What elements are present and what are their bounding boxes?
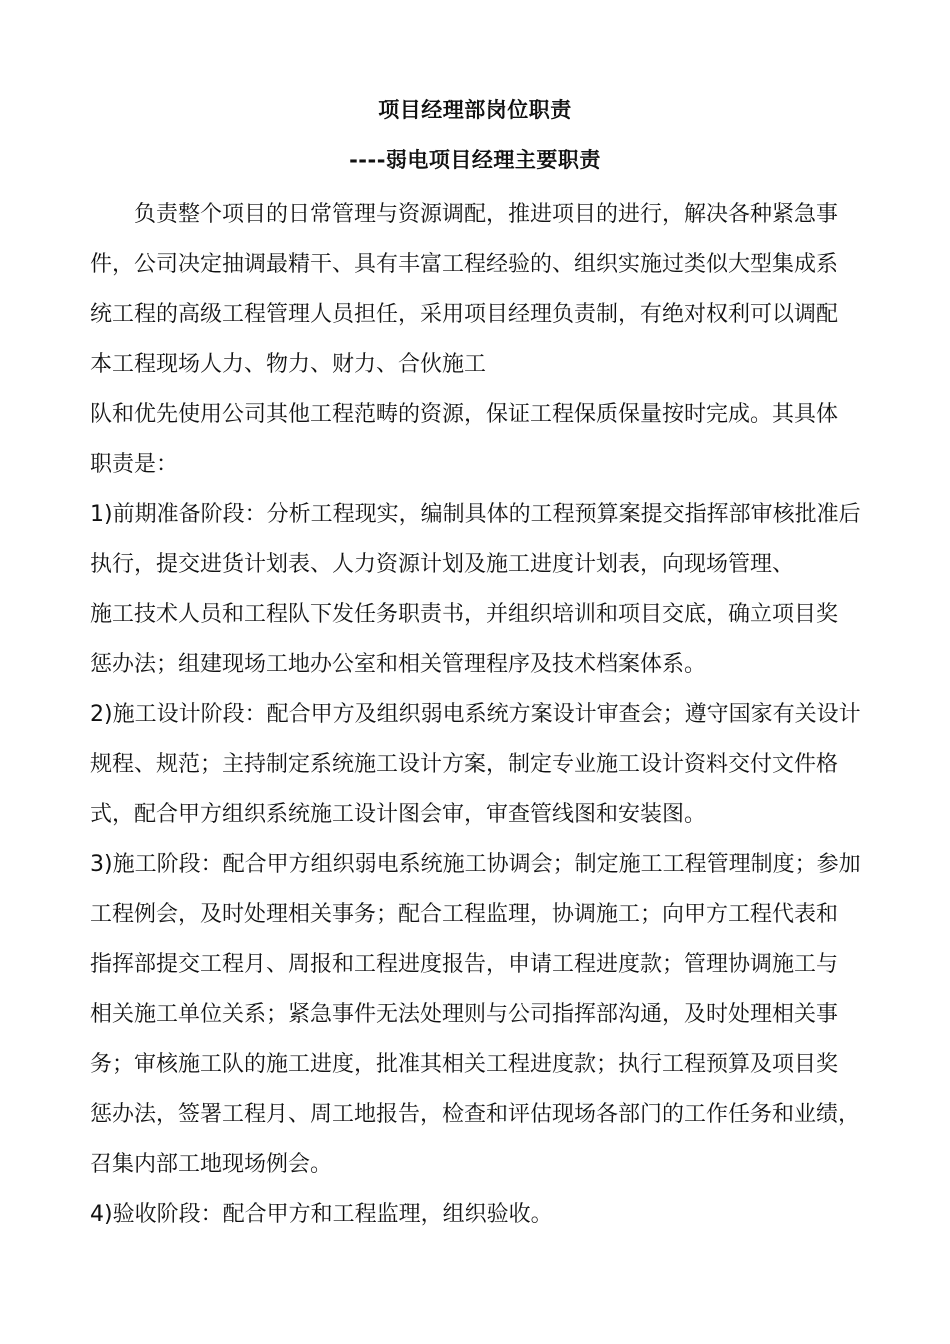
stage3-line: 召集内部工地现场例会。: [90, 1152, 333, 1177]
stage2-line: 2)施工设计阶段：配合甲方及组织弱电系统方案设计审查会；遵守国家有关设计: [90, 702, 861, 727]
stage2-paragraph: [90, 690, 862, 840]
intro-line: 队和优先使用公司其他工程范畴的资源，保证工程保质保量按时完成。其具体: [90, 402, 839, 427]
stage2-line: 规程、规范；主持制定系统施工设计方案，制定专业施工设计资料交付文件格: [90, 752, 839, 777]
stage3-line: 指挥部提交工程月、周报和工程进度报告，申请工程进度款；管理协调施工与: [90, 952, 839, 977]
intro-line: 职责是：: [90, 452, 179, 477]
intro-line: 件，公司决定抽调最精干、具有丰富工程经验的、组织实施过类似大型集成系: [90, 252, 839, 277]
stage4-line: 4)验收阶段：配合甲方和工程监理，组织验收。: [90, 1202, 553, 1227]
intro-line: 统工程的高级工程管理人员担任，采用项目经理负责制，有绝对权利可以调配: [90, 302, 839, 327]
stage3-line: 相关施工单位关系；紧急事件无法处理则与公司指挥部沟通，及时处理相关事: [90, 1002, 839, 1027]
stage3-line: 3)施工阶段：配合甲方组织弱电系统施工协调会；制定施工工程管理制度；参加: [90, 852, 861, 877]
stage1-line: 惩办法；组建现场工地办公室和相关管理程序及技术档案体系。: [90, 652, 707, 677]
intro-line: 负责整个项目的日常管理与资源调配，推进项目的进行，解决各种紧急事: [134, 202, 839, 227]
stage4-paragraph: [90, 1190, 862, 1240]
document-subtitle: ----弱电项目经理主要职责: [349, 148, 601, 172]
stage3-line: 工程例会，及时处理相关事务；配合工程监理，协调施工；向甲方工程代表和: [90, 902, 839, 927]
stage1-line: 1)前期准备阶段：分析工程现实，编制具体的工程预算案提交指挥部审核批准后: [90, 502, 861, 527]
stage1-line: 施工技术人员和工程队下发任务职责书，并组织培训和项目交底，确立项目奖: [90, 602, 839, 627]
stage3-line: 务；审核施工队的施工进度，批准其相关工程进度款；执行工程预算及项目奖: [90, 1052, 839, 1077]
intro-line: 本工程现场人力、物力、财力、合伙施工: [90, 352, 487, 377]
stage3-paragraph: [90, 840, 862, 1190]
stage1-line: 执行，提交进货计划表、人力资源计划及施工进度计划表，向现场管理、: [90, 552, 795, 577]
stage1-paragraph: [90, 490, 862, 690]
intro-paragraph: [90, 190, 862, 490]
stage3-line: 惩办法，签署工程月、周工地报告，检查和评估现场各部门的工作任务和业绩，: [90, 1102, 861, 1127]
stage2-line: 式，配合甲方组织系统施工设计图会审，审查管线图和安装图。: [90, 802, 707, 827]
document-body: [90, 190, 862, 1240]
document-title: 项目经理部岗位职责: [378, 98, 572, 122]
